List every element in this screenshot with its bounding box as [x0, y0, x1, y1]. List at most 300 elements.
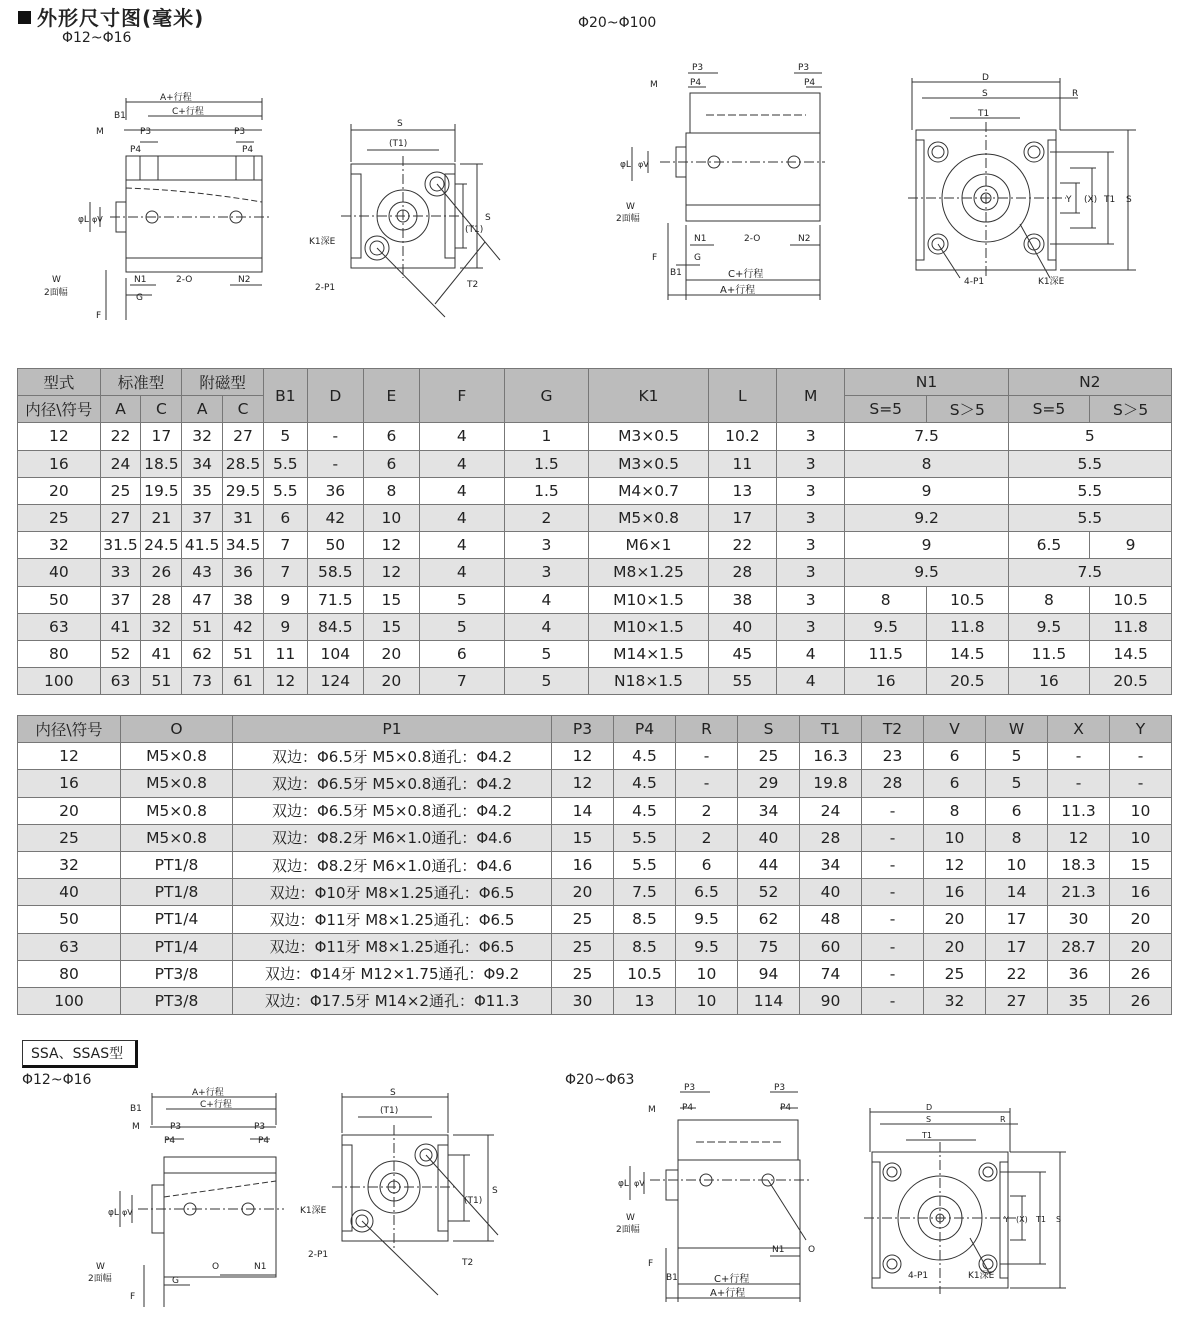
- svg-text:A+行程: A+行程: [710, 1288, 746, 1299]
- svg-text:S: S: [1056, 1215, 1062, 1224]
- th-n1: N1: [845, 369, 1008, 396]
- th-std-c: C: [141, 396, 182, 423]
- table-cell: 双边：Φ6.5牙 M5×0.8通孔：Φ4.2: [233, 797, 552, 824]
- table-cell: 双边：Φ11牙 M8×1.25通孔：Φ6.5: [233, 906, 552, 933]
- table-cell: 29: [738, 770, 800, 797]
- table-row: [18, 613, 1172, 640]
- table-cell: 3: [777, 613, 845, 640]
- table-cell: 43: [182, 559, 223, 586]
- table-cell: PT1/8: [121, 851, 233, 878]
- table-cell: 62: [738, 906, 800, 933]
- table-row: [18, 906, 1172, 933]
- svg-text:φV: φV: [634, 1179, 645, 1188]
- svg-text:A+行程: A+行程: [720, 285, 756, 296]
- table-cell: 29.5: [223, 477, 264, 504]
- table-cell: 71.5: [307, 586, 363, 613]
- svg-text:G: G: [172, 1276, 179, 1286]
- table-cell: 16: [18, 450, 101, 477]
- table-cell: 17: [708, 504, 776, 531]
- table-cell: 8: [986, 824, 1048, 851]
- table-row: [18, 532, 1172, 559]
- svg-text:K1深E: K1深E: [300, 1206, 327, 1216]
- table-cell: -: [862, 933, 924, 960]
- table-cell: 1: [504, 423, 589, 450]
- table-header-cell: T2: [862, 716, 924, 743]
- table-cell: 10.5: [614, 960, 676, 987]
- table-cell: 40: [708, 613, 776, 640]
- table-header-cell: 内径\符号: [18, 716, 121, 743]
- table-row: [18, 450, 1172, 477]
- table-header-cell: V: [924, 716, 986, 743]
- table-cell: 9.5: [845, 613, 927, 640]
- table-cell: 25: [738, 743, 800, 770]
- table-cell: 4: [777, 640, 845, 667]
- table-cell: 24: [800, 797, 862, 824]
- svg-text:φL: φL: [620, 160, 631, 170]
- th-g: G: [504, 369, 589, 423]
- table-cell: 23: [862, 743, 924, 770]
- drawing-large-side: [610, 55, 830, 305]
- table-cell: 12: [552, 743, 614, 770]
- table-cell: 19.5: [141, 477, 182, 504]
- table-cell: 75: [738, 933, 800, 960]
- table-cell: 34: [738, 797, 800, 824]
- svg-text:P3: P3: [684, 1083, 696, 1093]
- svg-text:φV: φV: [638, 160, 649, 169]
- table-row: [18, 559, 1172, 586]
- th-n1-s5: S=5: [845, 396, 927, 423]
- table-cell: 4.5: [614, 743, 676, 770]
- table-cell: 15: [363, 613, 419, 640]
- table-cell: 双边：Φ8.2牙 M6×1.0通孔：Φ4.6: [233, 824, 552, 851]
- table-cell: 3: [504, 559, 589, 586]
- table-cell: 48: [800, 906, 862, 933]
- table-cell: 5.5: [1008, 450, 1171, 477]
- svg-text:P3: P3: [774, 1083, 786, 1093]
- th-f: F: [419, 369, 504, 423]
- table-row: [18, 504, 1172, 531]
- table-cell: -: [862, 987, 924, 1014]
- table-cell: 5: [986, 743, 1048, 770]
- svg-text:(T1): (T1): [465, 225, 484, 235]
- svg-text:4-P1: 4-P1: [964, 277, 985, 287]
- th-standard: 标准型: [100, 369, 182, 396]
- table-cell: 5: [504, 668, 589, 695]
- table-cell: -: [1048, 743, 1110, 770]
- ssa-range-small: Φ12~Φ16: [22, 1072, 92, 1088]
- svg-text:A+行程: A+行程: [192, 1088, 224, 1098]
- table-cell: -: [1048, 770, 1110, 797]
- th-l: L: [708, 369, 776, 423]
- svg-text:(X): (X): [1016, 1215, 1028, 1224]
- table-header-cell: W: [986, 716, 1048, 743]
- table-cell: 30: [552, 987, 614, 1014]
- table-cell: 32: [18, 851, 121, 878]
- svg-text:P3: P3: [254, 1122, 266, 1132]
- table-cell: 114: [738, 987, 800, 1014]
- svg-text:R: R: [1072, 89, 1079, 99]
- table-cell: 16: [845, 668, 927, 695]
- table-cell: 6: [924, 770, 986, 797]
- table-header-cell: R: [676, 716, 738, 743]
- table-cell: 5.5: [1008, 504, 1171, 531]
- table-cell: -: [1110, 770, 1172, 797]
- table-cell: 8: [363, 477, 419, 504]
- svg-text:T2: T2: [462, 1258, 474, 1268]
- table-cell: 5.5: [1008, 477, 1171, 504]
- table-cell: 38: [708, 586, 776, 613]
- table-cell: 8: [845, 586, 927, 613]
- table-cell: 1.5: [504, 450, 589, 477]
- table-cell: 4: [419, 477, 504, 504]
- table-cell: 63: [18, 613, 101, 640]
- table-cell: 50: [18, 906, 121, 933]
- table-cell: 6: [263, 504, 307, 531]
- svg-text:P4: P4: [690, 78, 702, 88]
- svg-text:P3: P3: [798, 63, 810, 73]
- table-cell: 12: [363, 559, 419, 586]
- table-cell: 20: [18, 477, 101, 504]
- svg-text:B1: B1: [666, 1273, 678, 1283]
- dimension-table-1: [17, 368, 1172, 695]
- table-cell: 50: [307, 532, 363, 559]
- table-cell: 40: [18, 879, 121, 906]
- svg-text:(T1): (T1): [389, 139, 408, 149]
- table-cell: 7.5: [1008, 559, 1171, 586]
- table-cell: 6: [419, 640, 504, 667]
- table-cell: 4.5: [614, 770, 676, 797]
- table-cell: 32: [924, 987, 986, 1014]
- table-cell: 28: [708, 559, 776, 586]
- table-cell: 52: [100, 640, 141, 667]
- table-cell: -: [862, 906, 924, 933]
- th-type: 型式: [18, 369, 101, 396]
- svg-text:N1: N1: [772, 1245, 785, 1255]
- table-cell: 5: [419, 613, 504, 640]
- table-cell: M10×1.5: [589, 586, 708, 613]
- table-cell: 20: [924, 933, 986, 960]
- table-cell: 32: [182, 423, 223, 450]
- table-cell: 100: [18, 987, 121, 1014]
- table-cell: 12: [363, 532, 419, 559]
- table-cell: M8×1.25: [589, 559, 708, 586]
- table-cell: 5.5: [263, 477, 307, 504]
- table-cell: 6: [363, 423, 419, 450]
- range-label-small: Φ12~Φ16: [62, 30, 132, 46]
- table-cell: PT3/8: [121, 987, 233, 1014]
- range-label-large: Φ20~Φ100: [578, 15, 657, 31]
- ssa-range-large: Φ20~Φ63: [565, 1072, 635, 1088]
- table-cell: 30: [1048, 906, 1110, 933]
- table-cell: N18×1.5: [589, 668, 708, 695]
- svg-text:B1: B1: [130, 1104, 142, 1114]
- table-cell: 94: [738, 960, 800, 987]
- table-cell: 22: [708, 532, 776, 559]
- table-cell: 25: [552, 933, 614, 960]
- table-cell: 3: [777, 532, 845, 559]
- table-cell: 25: [924, 960, 986, 987]
- table-cell: 41: [100, 613, 141, 640]
- table-cell: 9.2: [845, 504, 1008, 531]
- th-mag-c: C: [223, 396, 264, 423]
- table-cell: M3×0.5: [589, 450, 708, 477]
- table-cell: 37: [182, 504, 223, 531]
- table-cell: -: [862, 824, 924, 851]
- th-magnetic: 附磁型: [182, 369, 264, 396]
- table-header-cell: P4: [614, 716, 676, 743]
- svg-text:F: F: [652, 253, 658, 263]
- table-cell: 20.5: [1090, 668, 1172, 695]
- table-row: [18, 879, 1172, 906]
- square-bullet-icon: [18, 11, 31, 24]
- table-cell: 21: [141, 504, 182, 531]
- th-n2-sgt5: S＞5: [1090, 396, 1172, 423]
- drawing-small-side: [40, 90, 280, 325]
- table-cell: -: [1110, 743, 1172, 770]
- th-n2-s5: S=5: [1008, 396, 1090, 423]
- table-cell: 9: [263, 613, 307, 640]
- svg-text:4-P1: 4-P1: [908, 1271, 929, 1281]
- svg-text:M: M: [132, 1122, 140, 1132]
- table-cell: 27: [100, 504, 141, 531]
- table-cell: 24: [100, 450, 141, 477]
- table-cell: 4: [777, 668, 845, 695]
- svg-text:N1: N1: [694, 234, 707, 244]
- svg-text:C+行程: C+行程: [714, 1274, 750, 1285]
- table-cell: 20: [924, 906, 986, 933]
- svg-text:F: F: [96, 311, 102, 321]
- table-cell: 双边：Φ8.2牙 M6×1.0通孔：Φ4.6: [233, 851, 552, 878]
- table-cell: 6: [986, 797, 1048, 824]
- table-cell: 9: [845, 477, 1008, 504]
- table-cell: 12: [18, 743, 121, 770]
- svg-text:M: M: [650, 80, 658, 90]
- table-cell: 12: [263, 668, 307, 695]
- table-row: [18, 743, 1172, 770]
- table-row: [18, 987, 1172, 1014]
- drawing-ssa-large-side: [610, 1080, 830, 1310]
- table-cell: 28: [141, 586, 182, 613]
- table-cell: M14×1.5: [589, 640, 708, 667]
- table-cell: 90: [800, 987, 862, 1014]
- table-cell: 5: [504, 640, 589, 667]
- table-cell: 14.5: [1090, 640, 1172, 667]
- svg-text:S: S: [492, 1186, 498, 1196]
- table-row: [18, 586, 1172, 613]
- table-cell: -: [862, 797, 924, 824]
- table-row: [18, 423, 1172, 450]
- table-cell: 15: [1110, 851, 1172, 878]
- th-n1-sgt5: S＞5: [927, 396, 1009, 423]
- table-cell: 8: [924, 797, 986, 824]
- table-cell: 9.5: [845, 559, 1008, 586]
- table-row: [18, 477, 1172, 504]
- table-cell: 双边：Φ11牙 M8×1.25通孔：Φ6.5: [233, 933, 552, 960]
- table-header-cell: S: [738, 716, 800, 743]
- table-cell: PT1/8: [121, 879, 233, 906]
- svg-text:T1: T1: [978, 109, 990, 119]
- table-cell: 27: [223, 423, 264, 450]
- svg-text:Y: Y: [1066, 195, 1072, 205]
- table-cell: 16: [552, 851, 614, 878]
- svg-text:2-O: 2-O: [176, 275, 193, 285]
- table-cell: 36: [223, 559, 264, 586]
- table-cell: 16: [1110, 879, 1172, 906]
- svg-text:2-O: 2-O: [744, 234, 761, 244]
- table-cell: 51: [141, 668, 182, 695]
- table-cell: 19.8: [800, 770, 862, 797]
- svg-text:R: R: [1000, 1115, 1006, 1124]
- table-cell: 5: [1008, 423, 1171, 450]
- table-cell: 24.5: [141, 532, 182, 559]
- svg-text:(T1): (T1): [464, 1196, 483, 1206]
- table-cell: 3: [777, 504, 845, 531]
- table-cell: 15: [552, 824, 614, 851]
- table-cell: 3: [777, 477, 845, 504]
- table-cell: 9.5: [676, 933, 738, 960]
- svg-text:P3: P3: [692, 63, 704, 73]
- svg-text:D: D: [926, 1103, 933, 1112]
- page-title: [18, 2, 204, 31]
- table-cell: 12: [18, 423, 101, 450]
- table-cell: 31: [223, 504, 264, 531]
- table-cell: 73: [182, 668, 223, 695]
- th-std-a: A: [100, 396, 141, 423]
- table-header-cell: P3: [552, 716, 614, 743]
- table-row: [18, 851, 1172, 878]
- table-header-cell: P1: [233, 716, 552, 743]
- table-cell: 28.7: [1048, 933, 1110, 960]
- th-e: E: [363, 369, 419, 423]
- table-cell: 1.5: [504, 477, 589, 504]
- table-row: [18, 668, 1172, 695]
- table-cell: 9: [1090, 532, 1172, 559]
- table-cell: 8.5: [614, 906, 676, 933]
- table-cell: 4.5: [614, 797, 676, 824]
- table-cell: 5.5: [263, 450, 307, 477]
- table-cell: 11.8: [1090, 613, 1172, 640]
- svg-text:S: S: [397, 119, 403, 129]
- table-cell: 3: [777, 450, 845, 477]
- svg-text:T1: T1: [922, 1131, 932, 1140]
- table-cell: 25: [100, 477, 141, 504]
- table-cell: 40: [18, 559, 101, 586]
- table-row: [18, 933, 1172, 960]
- table-cell: 28: [800, 824, 862, 851]
- table-cell: M10×1.5: [589, 613, 708, 640]
- table-cell: 4: [419, 504, 504, 531]
- table-cell: M5×0.8: [121, 797, 233, 824]
- table-cell: 3: [504, 532, 589, 559]
- table-cell: 14: [986, 879, 1048, 906]
- table-cell: 21.3: [1048, 879, 1110, 906]
- table-cell: 4: [419, 532, 504, 559]
- table-cell: 9: [263, 586, 307, 613]
- table-cell: 47: [182, 586, 223, 613]
- table-cell: 42: [223, 613, 264, 640]
- table-cell: 13: [614, 987, 676, 1014]
- table-cell: 60: [800, 933, 862, 960]
- table-cell: 4: [419, 450, 504, 477]
- svg-text:G: G: [136, 293, 143, 303]
- svg-text:O: O: [212, 1262, 220, 1272]
- svg-text:K1深E: K1深E: [968, 1271, 995, 1281]
- dimension-table-2: [17, 715, 1172, 1015]
- svg-text:B1: B1: [114, 111, 126, 121]
- ssa-series-tag: SSA、SSAS型: [22, 1040, 138, 1068]
- table-cell: 20: [18, 797, 121, 824]
- table-cell: 4: [419, 559, 504, 586]
- svg-text:W: W: [96, 1262, 105, 1272]
- table-cell: 20: [1110, 933, 1172, 960]
- table-cell: -: [862, 879, 924, 906]
- table-cell: 7.5: [845, 423, 1008, 450]
- table-cell: 2: [676, 824, 738, 851]
- table-cell: 50: [18, 586, 101, 613]
- svg-text:φL: φL: [618, 1179, 629, 1189]
- table-cell: 22: [100, 423, 141, 450]
- table-cell: 4: [419, 423, 504, 450]
- table-cell: 15: [363, 586, 419, 613]
- table-cell: 35: [182, 477, 223, 504]
- table-cell: 7.5: [614, 879, 676, 906]
- svg-text:2面幅: 2面幅: [88, 1274, 112, 1284]
- table-cell: 63: [18, 933, 121, 960]
- page-title-text: 外形尺寸图(毫米): [37, 6, 205, 30]
- svg-text:N1: N1: [254, 1262, 267, 1272]
- table-cell: 51: [182, 613, 223, 640]
- table-cell: 44: [738, 851, 800, 878]
- table-cell: 7: [263, 532, 307, 559]
- table-cell: 20: [363, 640, 419, 667]
- table-cell: 36: [1048, 960, 1110, 987]
- table-cell: 26: [1110, 960, 1172, 987]
- table-row: [18, 824, 1172, 851]
- table-cell: 6: [924, 743, 986, 770]
- th-d: D: [307, 369, 363, 423]
- table-cell: 6: [676, 851, 738, 878]
- table-cell: 11.3: [1048, 797, 1110, 824]
- table-row: [18, 797, 1172, 824]
- table-cell: 9: [845, 532, 1008, 559]
- table-cell: 63: [100, 668, 141, 695]
- table-cell: 33: [100, 559, 141, 586]
- table-cell: 20: [552, 879, 614, 906]
- table-cell: 6.5: [676, 879, 738, 906]
- svg-text:O: O: [808, 1245, 816, 1255]
- table-cell: 10: [1110, 824, 1172, 851]
- table-row: [18, 640, 1172, 667]
- table-cell: 7: [263, 559, 307, 586]
- table-cell: 31.5: [100, 532, 141, 559]
- svg-text:S: S: [1126, 195, 1132, 205]
- table-cell: 16.3: [800, 743, 862, 770]
- table-row: [18, 960, 1172, 987]
- svg-text:P3: P3: [170, 1122, 182, 1132]
- svg-text:T2: T2: [467, 280, 479, 290]
- table-cell: 10: [676, 987, 738, 1014]
- table-cell: 10: [676, 960, 738, 987]
- table-cell: 5: [986, 770, 1048, 797]
- th-b1: B1: [263, 369, 307, 423]
- svg-text:C+行程: C+行程: [172, 107, 204, 117]
- table-cell: 9.5: [1008, 613, 1090, 640]
- table-cell: 7: [419, 668, 504, 695]
- table-cell: 124: [307, 668, 363, 695]
- svg-text:P4: P4: [242, 145, 254, 155]
- table-cell: -: [862, 960, 924, 987]
- table-cell: 40: [800, 879, 862, 906]
